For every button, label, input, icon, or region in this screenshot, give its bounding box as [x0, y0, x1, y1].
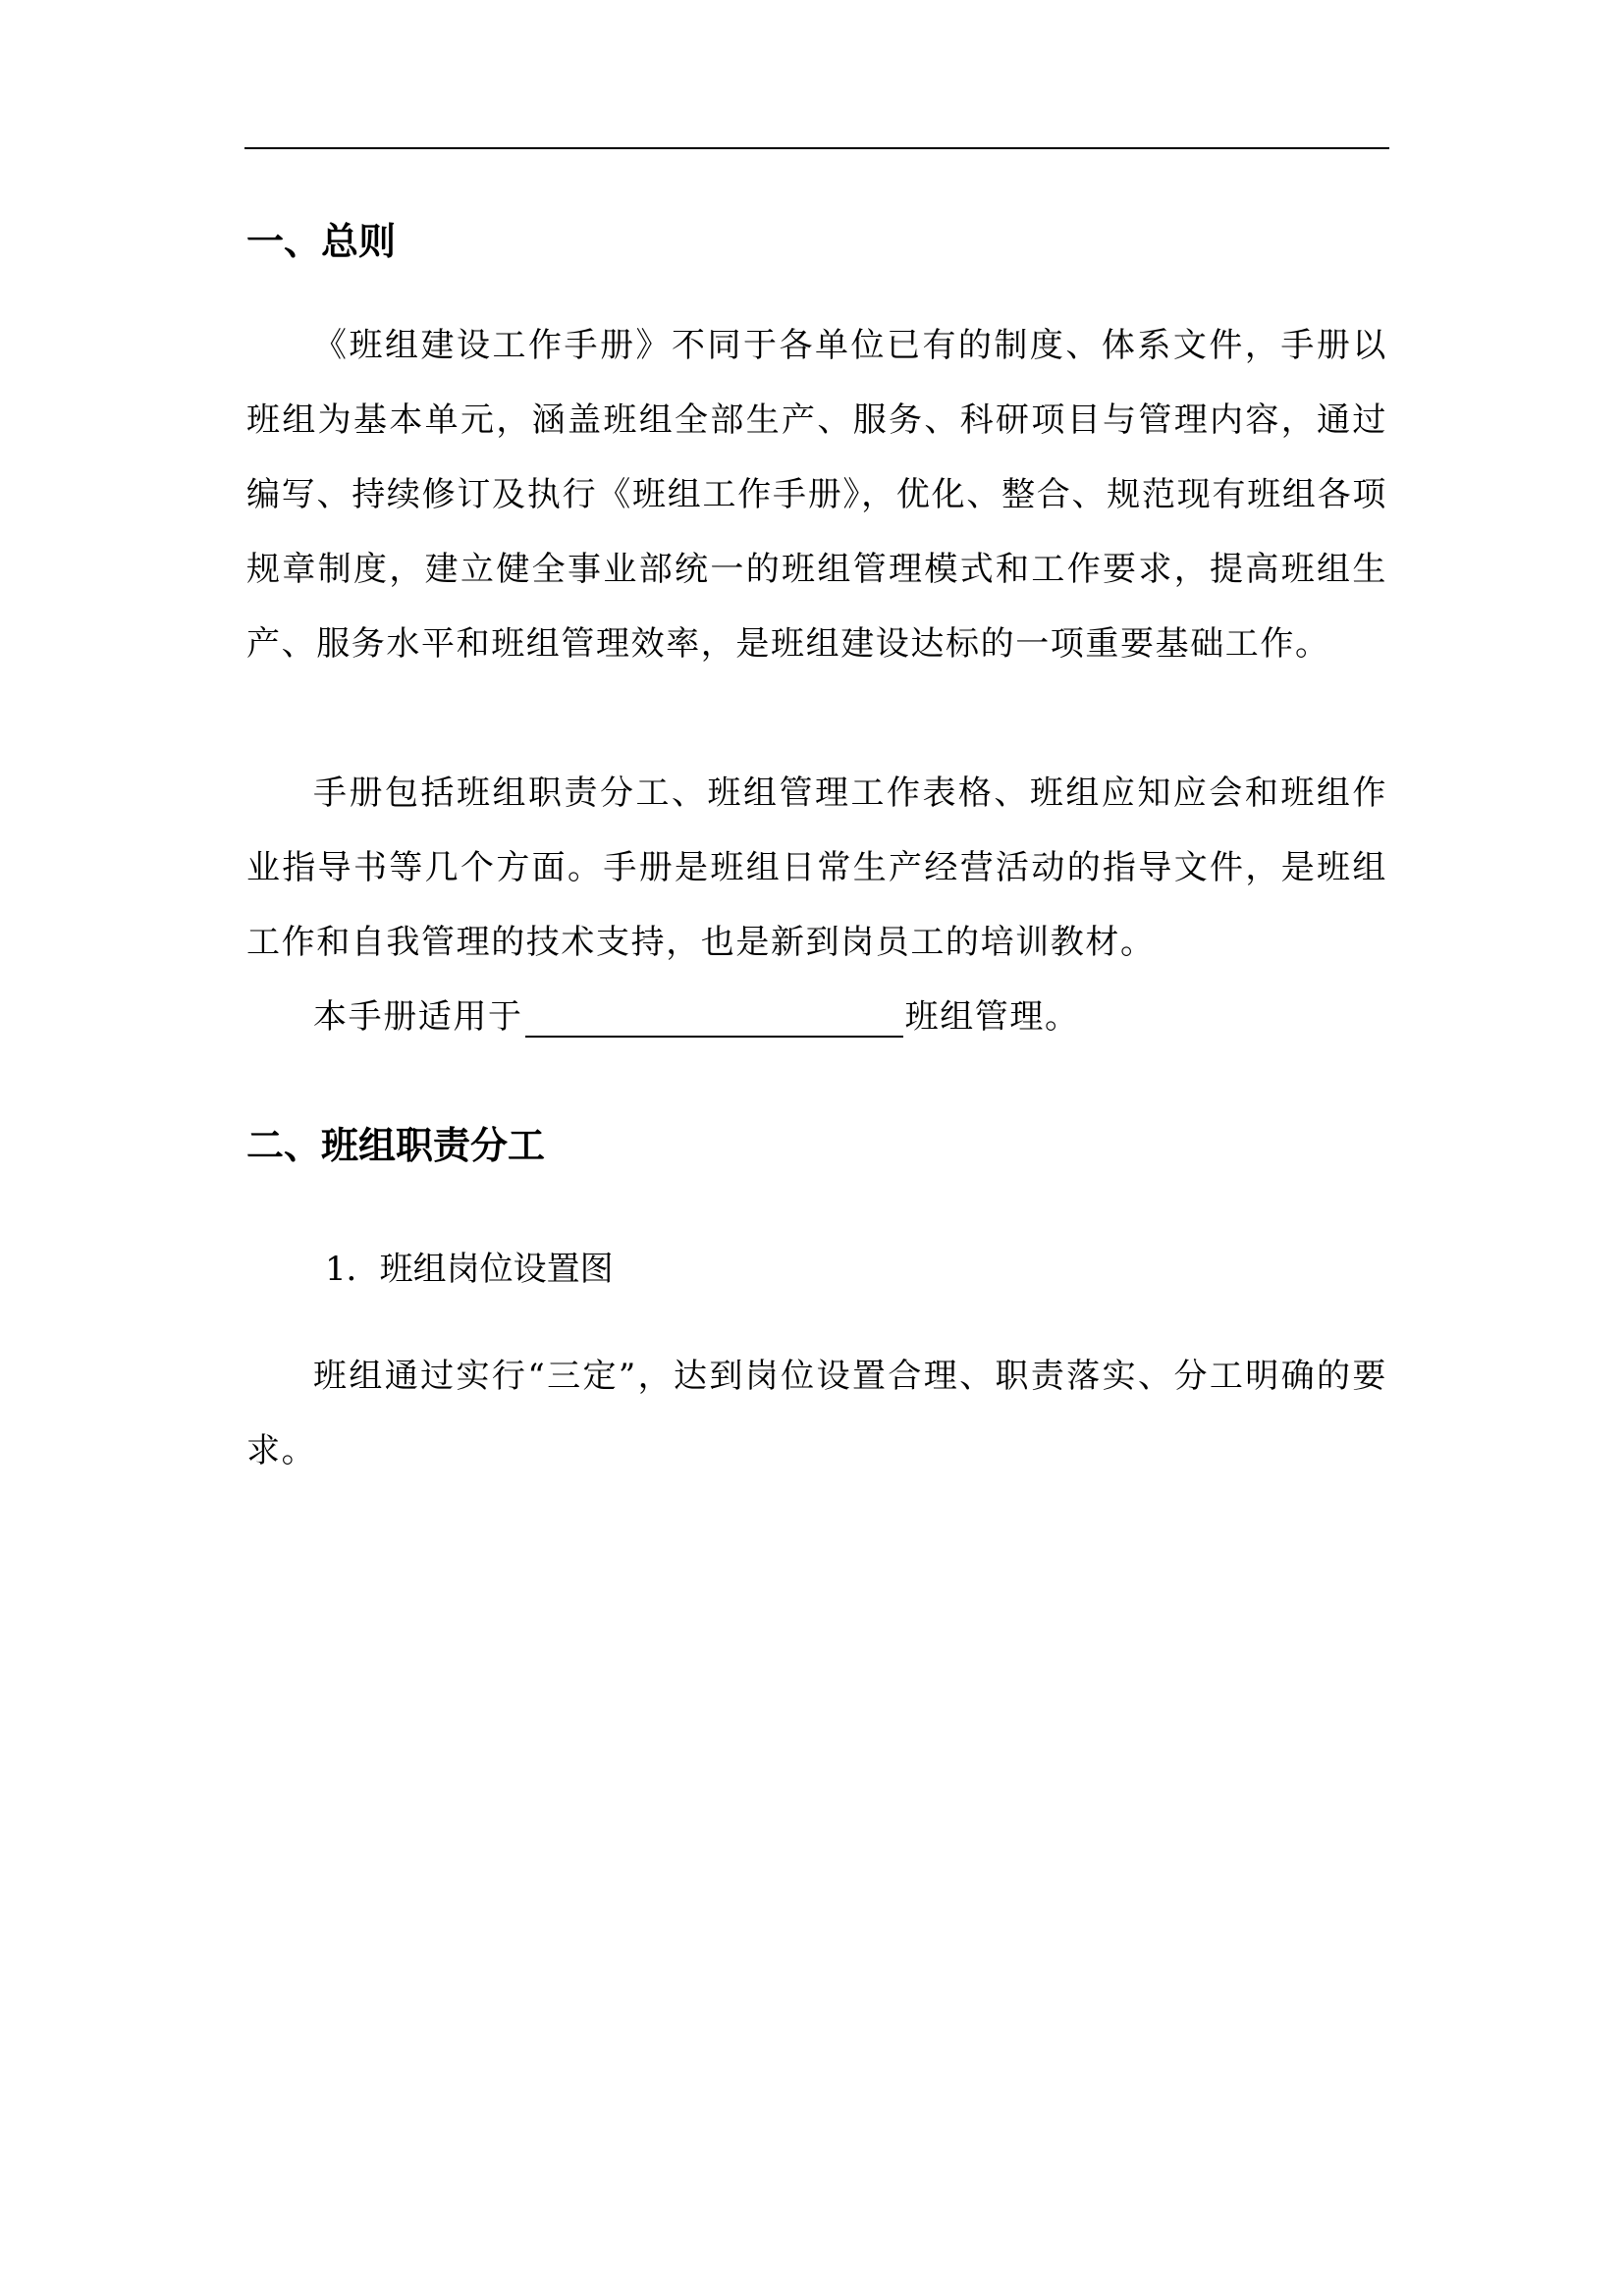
- header-rule: [244, 147, 1389, 149]
- paragraph-applicability: [246, 980, 1387, 1054]
- applicability-prefix: 本手册适用于: [313, 997, 523, 1037]
- paragraph-three-fixed: 班组通过实行“三定”，达到岗位设置合理、职责落实、分工明确的要求。: [246, 1357, 1387, 1470]
- subheading-position-chart: 1．班组岗位设置图: [325, 1250, 614, 1289]
- applicability-suffix: 班组管理。: [904, 997, 1080, 1037]
- section-heading-duties: 二、班组职责分工: [246, 1124, 546, 1167]
- blank-fill-line: [525, 996, 903, 1038]
- section-heading-general: 一、总则: [246, 220, 397, 263]
- paragraph-handbook-purpose: 《班组建设工作手册》不同于各单位已有的制度、体系文件，手册以班组为基本单元，涵盖班组全部生产、服务、科研项目与管理内容，通过编写、持续修订及执行《班组工作手册》，优化、整合、规范现有班组各项规章制度，建立健全事业部统一的班组管理模式和工作要求，提高班组生产、服务水平和班组管理效率，是班组建设达标的一项重要基础工作。: [246, 326, 1387, 664]
- paragraph-handbook-contents: 手册包括班组职责分工、班组管理工作表格、班组应知应会和班组作业指导书等几个方面。手册是班组日常生产经营活动的指导文件，是班组工作和自我管理的技术支持，也是新到岗员工的培训教材。: [246, 774, 1387, 962]
